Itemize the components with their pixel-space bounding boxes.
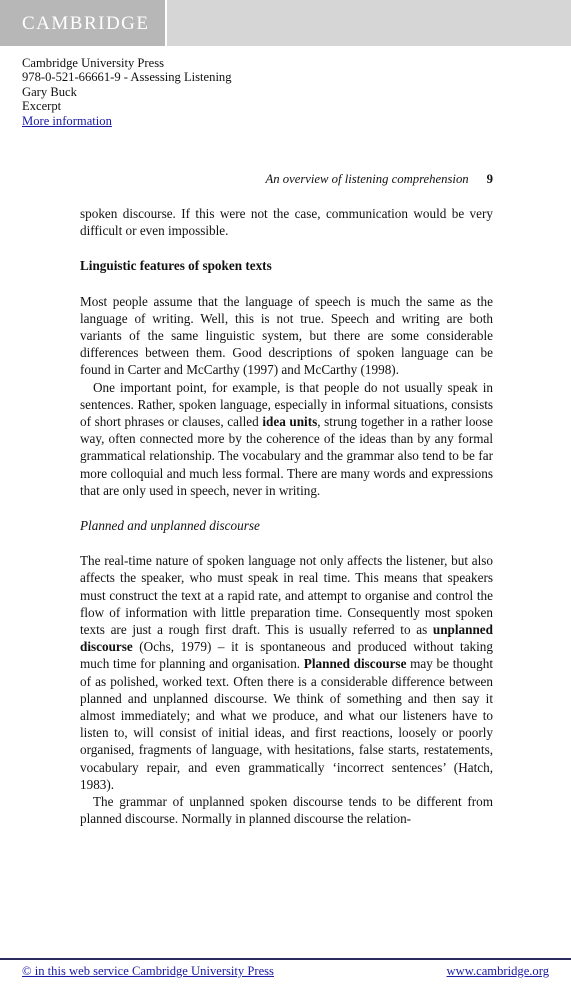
isbn-title: 978-0-521-66661-9 - Assessing Listening bbox=[22, 70, 232, 85]
paragraph: Most people assume that the language of speech is much the same as the language of writing. Well, this is not true. Speech and writing are both variants of the same linguistic system, but there are some considerable differences between them. Good descriptions of spoken language can be found in Carter and McCarthy (1997) and McCarthy (1998). bbox=[80, 293, 493, 378]
text-run: may be thought of as polished, worked text. Often there is a considerable difference between planned and unplanned discourse. We think of something and then say it almost immediately; and what we produce, and what our listeners have to listen to, will consist of initial ideas, and first reactions, loosely or poorly organised, fragments of language, with hesitations, false starts, restatements, vocabulary repair, and even grammatically ‘incorrect sentences’ (Hatch, 1983). bbox=[80, 656, 494, 792]
bold-term: Planned discourse bbox=[303, 656, 407, 672]
brand-bar-fill bbox=[167, 0, 571, 46]
page-number: 9 bbox=[486, 172, 493, 186]
excerpt-label: Excerpt bbox=[22, 99, 62, 114]
paragraph: The grammar of unplanned spoken discourse tends to be different from planned discourse. Normally in planned discourse the relation- bbox=[80, 794, 493, 827]
text-run: The real-time nature of spoken language not only affects the listener, but also affects the speaker, who must speak in real time. This means that speakers must construct the text at a rapid rate, and attempt to organise and control the flow of information with little preparation time. Consequently most spoken texts are just a rough first draft. This is usually referred to as bbox=[80, 553, 493, 638]
bold-term: idea units bbox=[262, 414, 318, 430]
cambridge-url-link[interactable]: www.cambridge.org bbox=[446, 964, 549, 978]
page-body bbox=[80, 205, 493, 828]
running-head bbox=[80, 172, 493, 187]
footer bbox=[22, 964, 549, 979]
publisher: Cambridge University Press bbox=[22, 56, 165, 70]
paragraph: spoken discourse. If this were not the case, communication would be very difficult or even impossible. bbox=[80, 206, 493, 239]
brand-logo-box bbox=[0, 0, 165, 46]
copyright-link[interactable]: © in this web service Cambridge University Press bbox=[22, 964, 274, 978]
section-heading: Linguistic features of spoken texts bbox=[80, 258, 272, 274]
text-run: One important point, for example, is that people do not usually speak in sentences. Rather, spoken language, especially in informal situations, consists of short phrases or clauses, called bbox=[80, 379, 493, 430]
bold-term: unplanned discourse bbox=[80, 622, 493, 655]
subsection-heading: Planned and unplanned discourse bbox=[80, 518, 260, 534]
running-head-title: An overview of listening comprehension bbox=[265, 172, 469, 186]
more-information-link[interactable]: More information bbox=[22, 113, 112, 128]
cambridge-logo: CAMBRIDGE bbox=[22, 13, 150, 34]
text-run: (Ochs, 1979) – it is spontaneous and produced without taking much time for planning and organisation. bbox=[80, 639, 493, 672]
paragraph bbox=[80, 379, 493, 499]
footer-rule bbox=[0, 958, 571, 960]
text-run: , strung together in a rather loose way, often connected more by the coherence of the ideas than by any formal grammatical relationship. The vocabulary and the grammar also tend to be far more colloquial and much less formal. There are many words and expressions that are only used in speech, never in writing. bbox=[80, 414, 493, 498]
paragraph bbox=[80, 552, 493, 793]
brand-header bbox=[0, 0, 571, 46]
book-meta bbox=[22, 56, 232, 128]
author: Gary Buck bbox=[22, 84, 77, 99]
